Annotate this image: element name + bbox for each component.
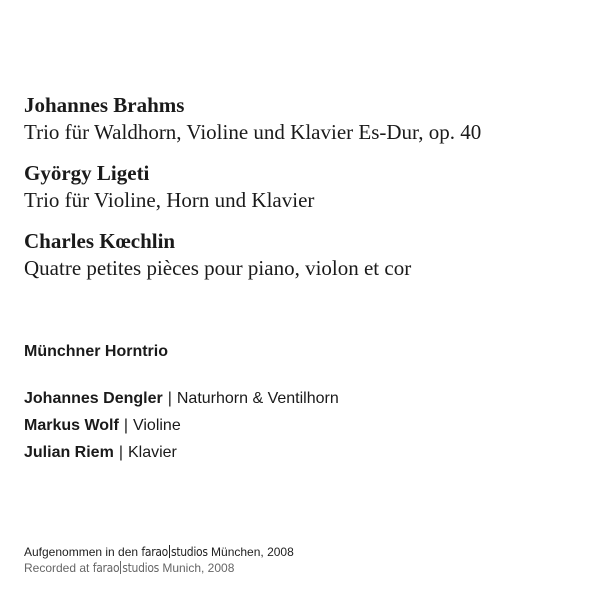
composer-name: György Ligeti: [24, 161, 150, 185]
musician-list: [24, 385, 339, 466]
studio-logo: [141, 545, 207, 559]
recording-credits: [24, 544, 294, 576]
studio-name-b: studios: [171, 545, 208, 559]
work-title: Trio für Waldhorn, Violine und Klavier Es-Dur, op. 40: [24, 120, 482, 144]
work-item: [24, 160, 481, 214]
works-list: [24, 92, 481, 296]
separator: |: [118, 444, 123, 461]
studio-name-b: studios: [122, 561, 159, 575]
work-item: [24, 228, 481, 282]
musician-name: Markus Wolf: [24, 417, 119, 434]
musician-instrument: Naturhorn & Ventilhorn: [176, 390, 339, 407]
studio-divider: [169, 545, 170, 558]
musician-instrument: Violine: [132, 417, 181, 434]
musician-instrument: Klavier: [127, 444, 177, 461]
musician-row: [24, 412, 339, 439]
ensemble-name: Münchner Horntrio: [24, 343, 168, 360]
musician-row: [24, 385, 339, 412]
musician-name: Julian Riem: [24, 444, 114, 461]
work-title: Trio für Violine, Horn und Klavier: [24, 188, 315, 212]
credit-english: [24, 560, 294, 576]
studio-name-a: farao: [92, 561, 120, 575]
studio-name-a: farao: [141, 545, 168, 559]
separator: |: [123, 417, 128, 434]
credit-suffix: Munich, 2008: [162, 561, 235, 575]
studio-logo: [93, 561, 159, 575]
composer-name: Charles Kœchlin: [24, 229, 176, 253]
musician-row: [24, 439, 339, 466]
credit-german: [24, 544, 294, 560]
credit-prefix: Aufgenommen in den: [24, 545, 139, 559]
musician-name: Johannes Dengler: [24, 390, 163, 407]
separator: |: [167, 390, 172, 407]
credit-prefix: Recorded at: [24, 561, 90, 575]
work-item: [24, 92, 481, 146]
composer-name: Johannes Brahms: [24, 93, 185, 117]
work-title: Quatre petites pièces pour piano, violon et cor: [24, 256, 412, 280]
credit-suffix: München, 2008: [211, 545, 294, 559]
